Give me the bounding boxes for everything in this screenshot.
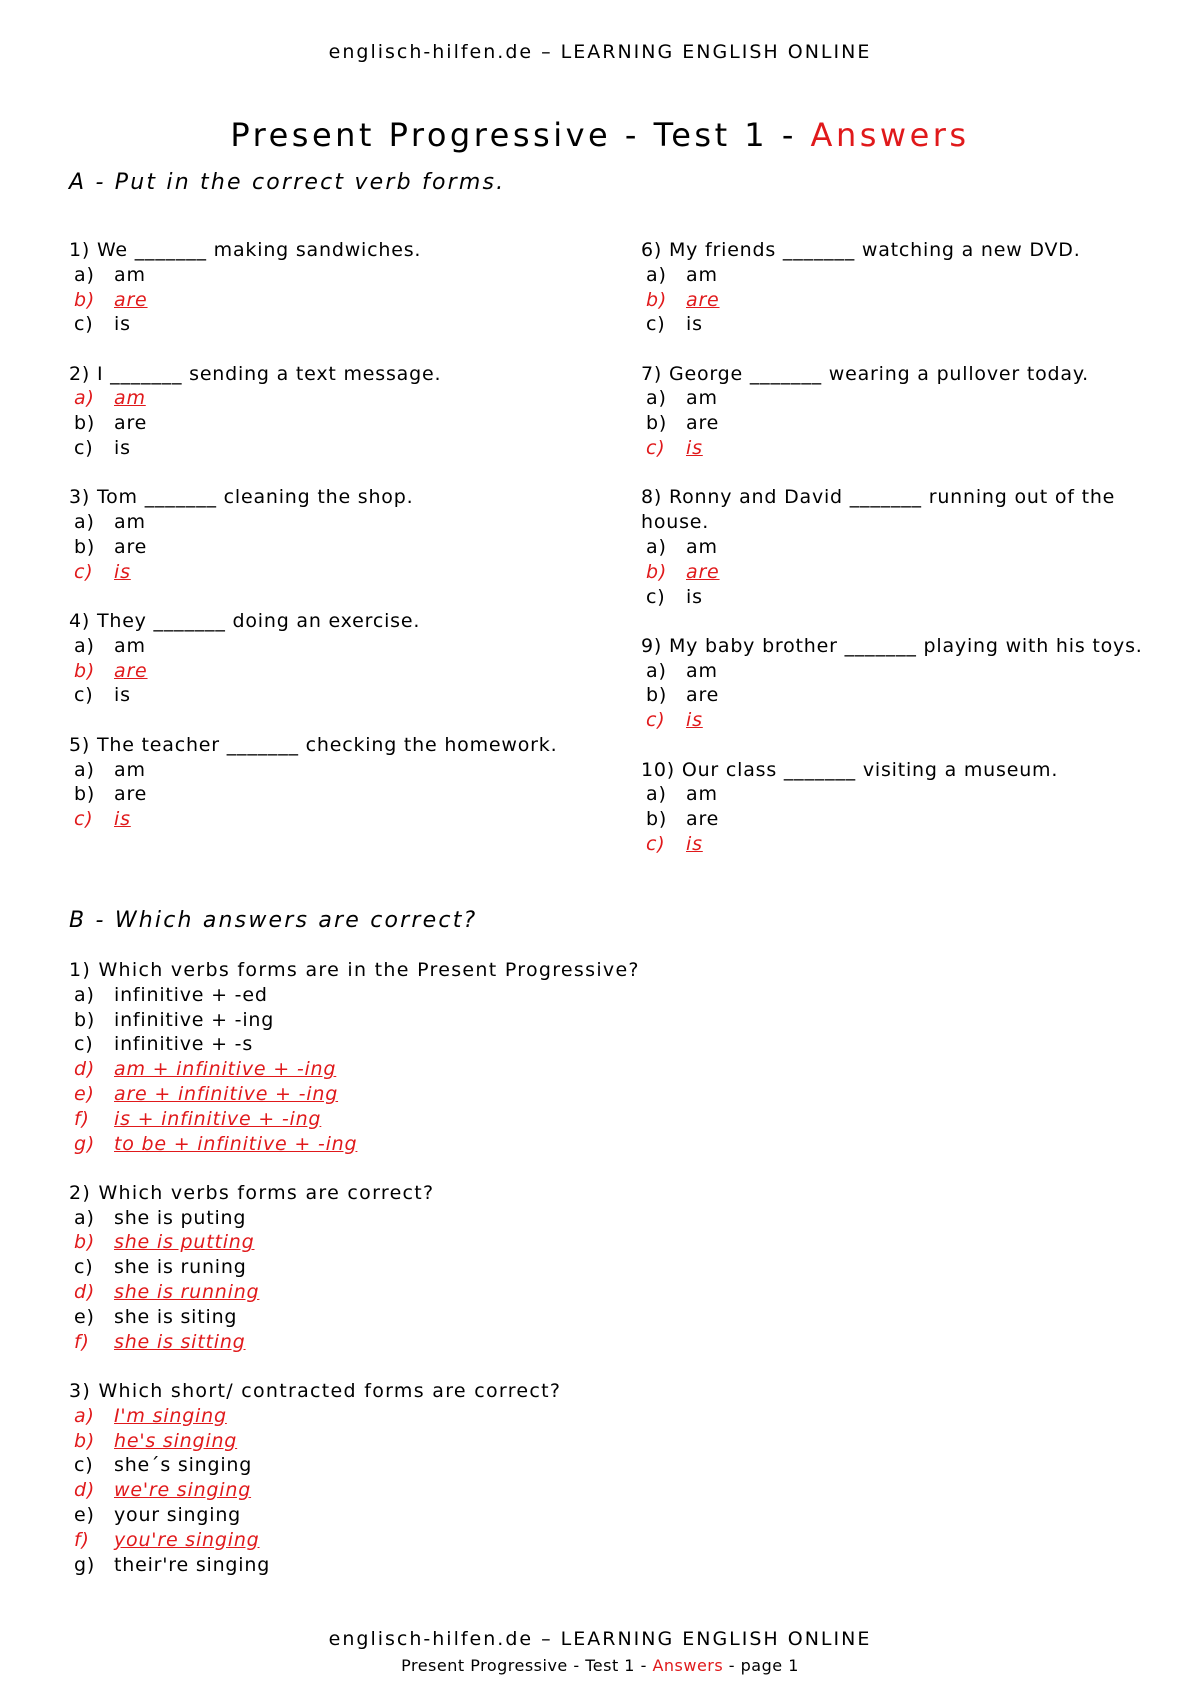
correct-answer-option	[641, 436, 1161, 461]
correct-answer-option	[69, 1404, 969, 1429]
answer-option	[69, 1008, 969, 1033]
option-text: am	[114, 758, 146, 781]
option-text: am	[114, 263, 146, 286]
option-text: are	[114, 659, 148, 682]
option-letter: b)	[74, 1429, 96, 1452]
option-text: are	[686, 288, 720, 311]
answer-option	[641, 535, 1161, 560]
correct-answer-option	[69, 1478, 969, 1503]
option-text: are + infinitive + -ing	[114, 1082, 339, 1105]
option-letter: a)	[74, 387, 95, 410]
option-letter: a)	[646, 783, 667, 806]
option-letter: b)	[74, 659, 96, 682]
option-text: we're singing	[114, 1479, 252, 1502]
option-text: is	[114, 560, 131, 583]
option-text: am + infinitive + -ing	[114, 1058, 337, 1081]
question-text: 5) The teacher _______ checking the homework.	[69, 733, 558, 756]
question-text: 4) They _______ doing an exercise.	[69, 610, 421, 633]
question-text: 7) George _______ wearing a pullover today.	[641, 362, 1089, 385]
correct-answer-option	[641, 832, 1161, 857]
option-letter: a)	[646, 263, 667, 286]
correct-answer-option	[641, 288, 1161, 313]
option-letter: c)	[74, 560, 94, 583]
option-letter: e)	[74, 1305, 95, 1328]
option-text: are	[114, 288, 148, 311]
correct-answer-option	[69, 659, 589, 684]
correct-answer-option	[641, 560, 1161, 585]
option-letter: a)	[646, 387, 667, 410]
option-letter: c)	[646, 313, 666, 336]
answer-option	[69, 1453, 969, 1478]
question-text: 2) I _______ sending a text message.	[69, 362, 442, 385]
option-letter: a)	[646, 659, 667, 682]
question-text: 8) Ronny and David _______ running out of the house.	[641, 486, 1116, 534]
option-letter: b)	[74, 412, 96, 435]
option-letter: a)	[74, 511, 95, 534]
answer-option	[69, 510, 589, 535]
answer-option	[69, 1255, 969, 1280]
answer-option	[69, 411, 589, 436]
option-text: to be + infinitive + -ing	[114, 1132, 358, 1155]
answer-option	[69, 683, 589, 708]
correct-answer-option	[69, 1107, 969, 1132]
question-block	[641, 634, 1161, 733]
footer-prefix: Present Progressive - Test 1 -	[401, 1656, 653, 1675]
option-letter: c)	[74, 313, 94, 336]
option-text: he's singing	[114, 1429, 238, 1452]
option-text: is	[686, 832, 703, 855]
question-block	[69, 485, 589, 584]
option-letter: c)	[646, 709, 666, 732]
option-text: am	[686, 263, 718, 286]
option-letter: d)	[74, 1479, 96, 1502]
answer-option	[69, 312, 589, 337]
option-letter: b)	[646, 412, 668, 435]
answer-option	[641, 411, 1161, 436]
page-header: englisch-hilfen.de – LEARNING ENGLISH ONLINE	[328, 41, 872, 63]
option-letter: a)	[74, 634, 95, 657]
option-letter: c)	[646, 832, 666, 855]
option-text: am	[114, 634, 146, 657]
option-letter: a)	[74, 1206, 95, 1229]
option-text: is	[686, 313, 703, 336]
section-b-questions	[69, 958, 969, 1602]
option-letter: c)	[74, 437, 94, 460]
option-text: their're singing	[114, 1553, 271, 1576]
option-text: your singing	[114, 1503, 242, 1526]
question-block	[641, 238, 1161, 337]
answer-option	[69, 782, 589, 807]
answer-option	[641, 386, 1161, 411]
option-text: is	[114, 437, 131, 460]
option-letter: a)	[74, 758, 95, 781]
question-text: 2) Which verbs forms are correct?	[69, 1181, 435, 1204]
question-text: 1) Which verbs forms are in the Present Progressive?	[69, 959, 640, 981]
option-text: is	[114, 808, 131, 831]
answer-option	[69, 436, 589, 461]
option-letter: c)	[74, 808, 94, 831]
option-text: is	[114, 313, 131, 336]
option-text: are	[114, 412, 148, 435]
question-block	[69, 958, 969, 1156]
question-block	[69, 238, 589, 337]
correct-answer-option	[641, 708, 1161, 733]
question-block	[69, 733, 589, 832]
option-text: are	[686, 560, 720, 583]
option-letter: f)	[74, 1528, 90, 1551]
option-letter: a)	[74, 983, 95, 1006]
correct-answer-option	[69, 1132, 969, 1157]
option-text: she´s singing	[114, 1454, 253, 1477]
option-text: I'm singing	[114, 1404, 227, 1427]
option-letter: b)	[74, 1231, 96, 1254]
option-text: am	[114, 387, 146, 410]
answer-option	[641, 683, 1161, 708]
correct-answer-option	[69, 1280, 969, 1305]
question-text: 10) Our class _______ visiting a museum.	[641, 758, 1059, 781]
title-main: Present Progressive - Test 1 -	[230, 116, 811, 154]
option-letter: a)	[74, 263, 95, 286]
question-text: 1) We _______ making sandwiches.	[69, 239, 422, 261]
section-b-heading: B - Which answers are correct?	[69, 908, 478, 933]
option-text: is	[686, 437, 703, 460]
correct-answer-option	[69, 288, 589, 313]
option-text: infinitive + -ing	[114, 1008, 275, 1031]
footer-site: englisch-hilfen.de – LEARNING ENGLISH ONLINE	[328, 1628, 872, 1650]
option-letter: e)	[74, 1503, 95, 1526]
correct-answer-option	[69, 560, 589, 585]
option-text: are	[686, 684, 720, 707]
question-text: 9) My baby brother _______ playing with his toys.	[641, 634, 1143, 657]
correct-answer-option	[69, 1230, 969, 1255]
correct-answer-option	[69, 1528, 969, 1553]
answer-option	[69, 1553, 969, 1578]
question-block	[69, 1181, 969, 1355]
answer-option	[641, 659, 1161, 684]
option-text: is	[686, 709, 703, 732]
footer-page-info	[0, 1656, 1200, 1675]
answer-option	[69, 1503, 969, 1528]
option-letter: c)	[646, 585, 666, 608]
footer-answers: Answers	[652, 1656, 724, 1675]
option-letter: f)	[74, 1107, 90, 1130]
option-text: infinitive + -ed	[114, 983, 268, 1006]
option-letter: b)	[646, 288, 668, 311]
correct-answer-option	[69, 1330, 969, 1355]
section-a-right-column	[641, 238, 1161, 881]
option-text: am	[114, 511, 146, 534]
option-letter: a)	[646, 535, 667, 558]
option-text: she is siting	[114, 1305, 238, 1328]
answer-option	[69, 758, 589, 783]
option-text: am	[686, 659, 718, 682]
answer-option	[69, 983, 969, 1008]
option-text: am	[686, 387, 718, 410]
section-a-heading: A - Put in the correct verb forms.	[69, 170, 506, 195]
answer-option	[641, 807, 1161, 832]
option-text: she is putting	[114, 1231, 255, 1254]
option-text: is + infinitive + -ing	[114, 1107, 322, 1130]
option-text: you're singing	[114, 1528, 260, 1551]
option-letter: b)	[74, 783, 96, 806]
option-letter: b)	[74, 1008, 96, 1031]
option-letter: f)	[74, 1330, 90, 1353]
correct-answer-option	[69, 1082, 969, 1107]
question-block	[641, 485, 1161, 609]
option-letter: b)	[646, 560, 668, 583]
option-letter: b)	[74, 288, 96, 311]
option-letter: e)	[74, 1082, 95, 1105]
option-text: are	[686, 412, 720, 435]
option-text: is	[114, 684, 131, 707]
option-letter: c)	[74, 1256, 94, 1279]
answer-option	[69, 1032, 969, 1057]
correct-answer-option	[69, 1057, 969, 1082]
question-block	[69, 362, 589, 461]
option-text: are	[114, 535, 148, 558]
answer-option	[641, 263, 1161, 288]
question-text: 3) Tom _______ cleaning the shop.	[69, 486, 414, 509]
option-letter: d)	[74, 1058, 96, 1081]
option-letter: b)	[646, 684, 668, 707]
question-block	[69, 609, 589, 708]
footer-suffix: - page 1	[723, 1656, 799, 1675]
answer-option	[69, 1305, 969, 1330]
answer-option	[641, 312, 1161, 337]
page-title	[0, 116, 1200, 154]
option-text: she is runing	[114, 1256, 247, 1279]
option-letter: d)	[74, 1281, 96, 1304]
option-letter: g)	[74, 1553, 96, 1576]
option-text: she is running	[114, 1281, 260, 1304]
question-text: 6) My friends _______ watching a new DVD.	[641, 239, 1081, 261]
answer-option	[69, 1206, 969, 1231]
option-letter: c)	[74, 1454, 94, 1477]
option-letter: g)	[74, 1132, 96, 1155]
option-text: she is puting	[114, 1206, 247, 1229]
title-answers: Answers	[810, 116, 970, 154]
option-text: am	[686, 535, 718, 558]
option-text: is	[686, 585, 703, 608]
option-letter: c)	[646, 437, 666, 460]
answer-option	[69, 263, 589, 288]
option-text: she is sitting	[114, 1330, 246, 1353]
answer-option	[69, 535, 589, 560]
option-text: infinitive + -s	[114, 1033, 254, 1056]
answer-option	[641, 782, 1161, 807]
option-letter: a)	[74, 1404, 95, 1427]
option-letter: c)	[74, 684, 94, 707]
question-block	[641, 758, 1161, 857]
option-letter: b)	[646, 808, 668, 831]
question-block	[69, 1379, 969, 1577]
option-letter: b)	[74, 535, 96, 558]
option-text: are	[114, 783, 148, 806]
section-a-left-column	[69, 238, 589, 856]
option-letter: c)	[74, 1033, 94, 1056]
option-text: are	[686, 808, 720, 831]
correct-answer-option	[69, 807, 589, 832]
question-block	[641, 362, 1161, 461]
correct-answer-option	[69, 1429, 969, 1454]
answer-option	[69, 634, 589, 659]
answer-option	[641, 585, 1161, 610]
question-text: 3) Which short/ contracted forms are correct?	[69, 1379, 562, 1402]
option-text: am	[686, 783, 718, 806]
correct-answer-option	[69, 386, 589, 411]
